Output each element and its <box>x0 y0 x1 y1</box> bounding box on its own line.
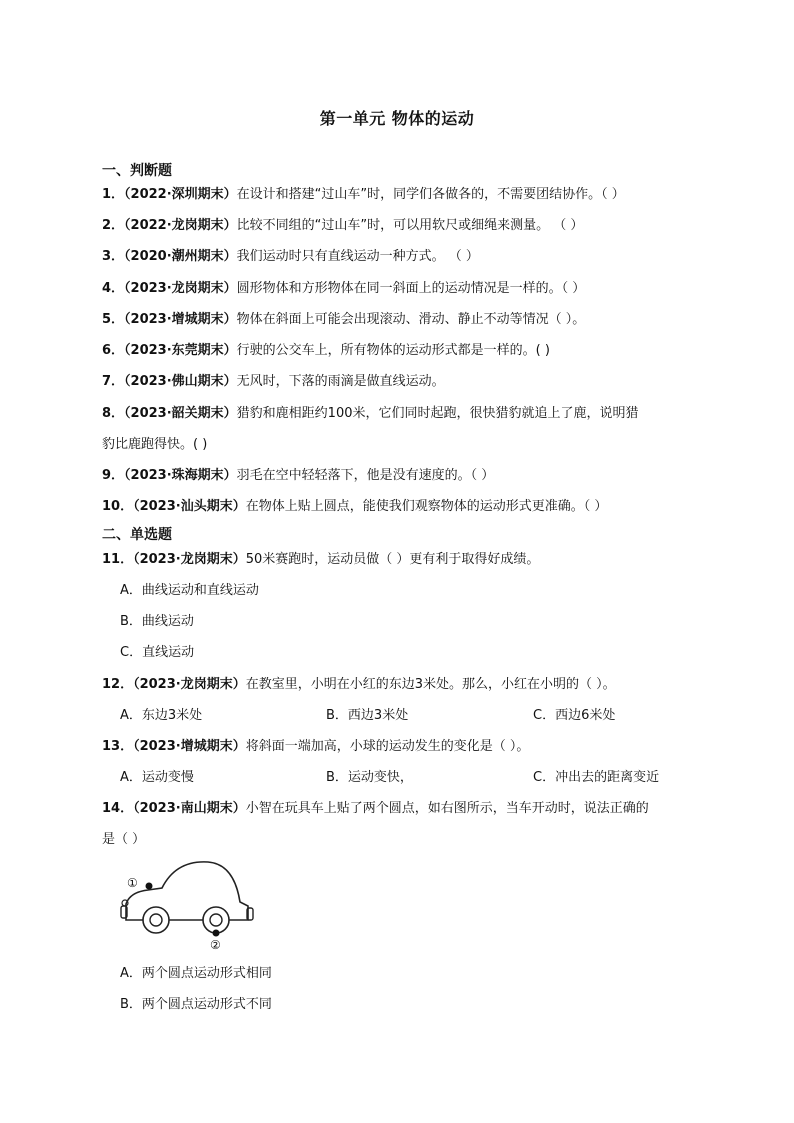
question-text: 行驶的公交车上，所有物体的运动形式都是一样的。( ) <box>236 343 550 358</box>
question-source: （2022·龙岗期末） <box>124 218 237 233</box>
question-7 <box>102 373 445 391</box>
question-source: （2023·龙岗期末） <box>133 677 246 692</box>
question-number: 7． <box>102 374 125 389</box>
question-number: 3． <box>102 249 125 264</box>
question-source: （2023·韶关期末） <box>124 406 237 421</box>
question-source: （2023·增城期末） <box>124 312 237 327</box>
question-text: 物体在斜面上可能会出现滚动、滑动、静止不动等情况（ ）。 <box>236 312 586 327</box>
question-text: 小智在玩具车上贴了两个圆点，如右图所示，当车开动时，说法正确的 <box>245 801 649 816</box>
question-14 <box>102 800 649 818</box>
question-11 <box>102 551 539 569</box>
question-number: 11． <box>102 552 134 567</box>
question-14-continued <box>102 831 145 849</box>
option-a[interactable]: A．两个圆点运动形式相同 <box>120 966 272 981</box>
question-number: 9． <box>102 468 125 483</box>
question-text: 是（ ） <box>102 832 146 847</box>
question-text: 在设计和搭建“过山车”时，同学们各做各的，不需要团结协作。（ ） <box>236 187 625 202</box>
question-3 <box>102 248 479 266</box>
question-source: （2020·潮州期末） <box>124 249 237 264</box>
question-source: （2023·汕头期末） <box>133 499 246 514</box>
question-4 <box>102 280 585 298</box>
dot-2 <box>213 930 220 937</box>
question-12 <box>102 676 616 694</box>
question-number: 8． <box>102 406 125 421</box>
question-text: 在教室里，小明在小红的东边3米处。那么，小红在小明的（ ）。 <box>245 677 616 692</box>
question-number: 14． <box>102 801 134 816</box>
question-number: 4． <box>102 281 125 296</box>
option-b[interactable]: B．曲线运动 <box>120 614 194 629</box>
section-choice-heading: 二、单选题 <box>102 527 172 543</box>
option-c[interactable]: C．西边6米处 <box>533 708 616 723</box>
question-text: 比较不同组的“过山车”时，可以用软尺或细绳来测量。 （ ） <box>236 218 584 233</box>
question-number: 1． <box>102 187 125 202</box>
question-text: 羽毛在空中轻轻落下，他是没有速度的。（ ） <box>236 468 495 483</box>
question-text: 我们运动时只有直线运动一种方式。 （ ） <box>236 249 479 264</box>
question-number: 6． <box>102 343 125 358</box>
question-text: 在物体上贴上圆点，能使我们观察物体的运动形式更准确。（ ） <box>245 499 608 514</box>
question-5 <box>102 311 585 329</box>
question-number: 13． <box>102 739 134 754</box>
dot-2-label: ② <box>210 938 221 952</box>
car-body-outline <box>126 862 248 920</box>
question-text: 豹比鹿跑得快。( ) <box>102 437 208 452</box>
option-a[interactable]: A．东边3米处 <box>120 708 203 723</box>
option-b[interactable]: B．西边3米处 <box>326 708 409 723</box>
question-1 <box>102 186 625 204</box>
question-10 <box>102 498 607 516</box>
front-wheel <box>203 907 229 933</box>
toy-car-figure <box>116 858 256 954</box>
rear-wheel <box>143 907 169 933</box>
question-8 <box>102 405 639 423</box>
question-text: 无风时，下落的雨滴是做直线运动。 <box>236 374 445 389</box>
question-source: （2023·东莞期末） <box>124 343 237 358</box>
question-13 <box>102 738 529 756</box>
dot-1-label: ① <box>127 876 138 890</box>
option-a[interactable]: A．运动变慢 <box>120 770 194 785</box>
question-number: 2． <box>102 218 125 233</box>
question-2 <box>102 217 583 235</box>
question-text: 将斜面一端加高，小球的运动发生的变化是（ ）。 <box>245 739 530 754</box>
question-source: （2023·珠海期末） <box>124 468 237 483</box>
question-text: 50米赛跑时，运动员做（ ）更有利于取得好成绩。 <box>245 552 540 567</box>
option-c[interactable]: C．冲出去的距离变近 <box>533 770 660 785</box>
question-number: 10． <box>102 499 134 514</box>
question-source: （2023·龙岗期末） <box>133 552 246 567</box>
question-number: 12． <box>102 677 134 692</box>
question-8-continued <box>102 436 207 454</box>
question-9 <box>102 467 494 485</box>
question-number: 5． <box>102 312 125 327</box>
option-b[interactable]: B．运动变快， <box>326 770 413 785</box>
option-b[interactable]: B．两个圆点运动形式不同 <box>120 997 272 1012</box>
question-source: （2023·南山期末） <box>133 801 246 816</box>
question-text: 圆形物体和方形物体在同一斜面上的运动情况是一样的。（ ） <box>236 281 586 296</box>
question-source: （2022·深圳期末） <box>124 187 237 202</box>
page-title: 第一单元 物体的运动 <box>319 109 475 128</box>
toy-car-icon <box>116 858 256 954</box>
section-judge-heading: 一、判断题 <box>102 163 172 179</box>
option-a[interactable]: A．曲线运动和直线运动 <box>120 583 259 598</box>
option-c[interactable]: C．直线运动 <box>120 645 195 660</box>
question-source: （2023·龙岗期末） <box>124 281 237 296</box>
dot-1 <box>146 883 153 890</box>
question-source: （2023·佛山期末） <box>124 374 237 389</box>
question-text: 猎豹和鹿相距约100米，它们同时起跑，很快猎豹就追上了鹿，说明猎 <box>236 406 639 421</box>
question-source: （2023·增城期末） <box>133 739 246 754</box>
question-6 <box>102 342 550 360</box>
